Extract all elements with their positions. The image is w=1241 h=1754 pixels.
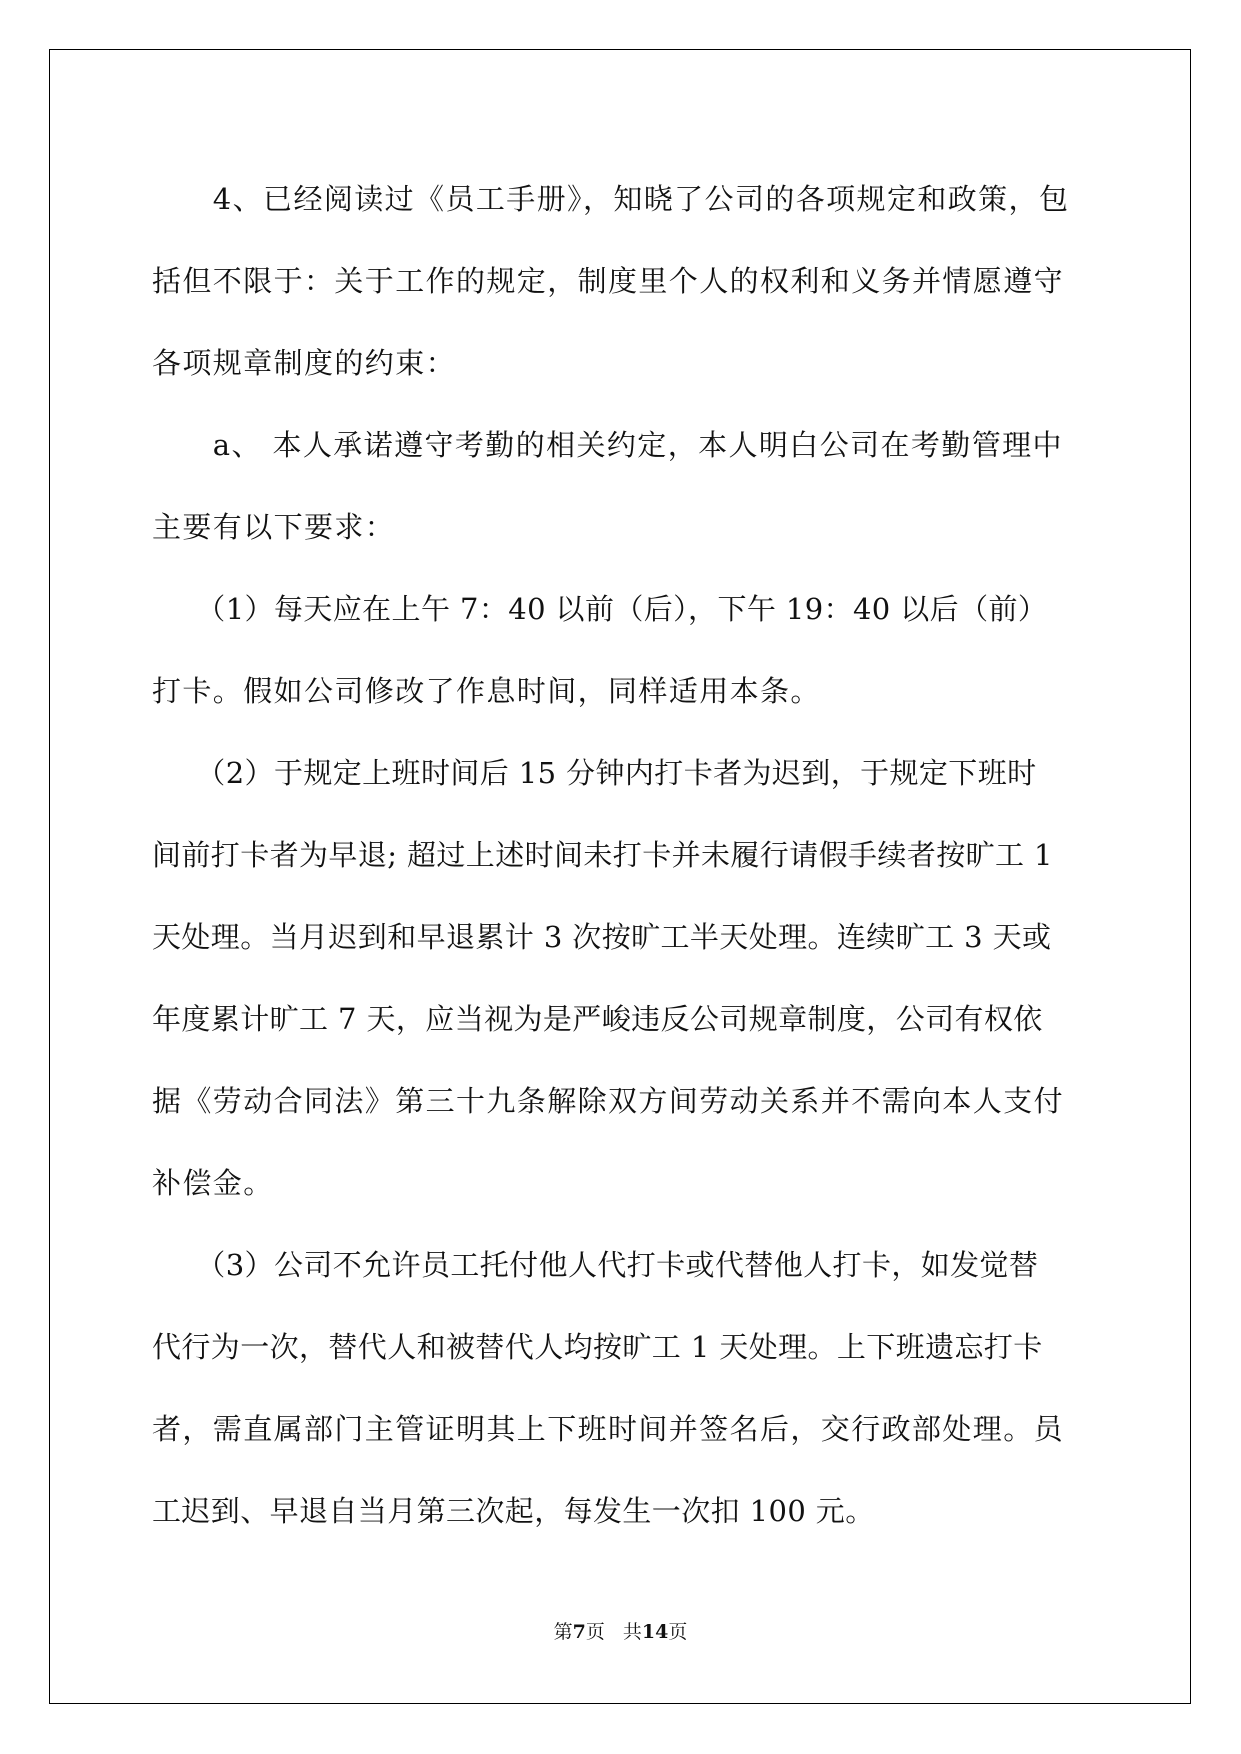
text-line: 代行为一次，替代人和被替代人均按旷工 1 天处理。上下班遗忘打卡 — [152, 1330, 1043, 1364]
text-line: 4、已经阅读过《员工手册》，知晓了公司的各项规定和政策，包 — [152, 182, 1070, 216]
text-line: 打卡。假如公司修改了作息时间，同样适用本条。 — [152, 674, 821, 708]
text-line: 年度累计旷工 7 天，应当视为是严峻违反公司规章制度，公司有权依 — [152, 1002, 1043, 1036]
footer-mid: 页 — [585, 1621, 605, 1643]
text-line: 据《劳动合同法》第三十九条解除双方间劳动关系并不需向本人支付 — [152, 1084, 1065, 1118]
footer-suffix: 页 — [668, 1621, 688, 1643]
page-footer — [0, 1617, 1241, 1644]
text-line: 天处理。当月迟到和早退累计 3 次按旷工半天处理。连续旷工 3 天或 — [152, 920, 1052, 954]
page-number: 7 — [572, 1621, 586, 1643]
text-line: （2）于规定上班时间后 15 分钟内打卡者为迟到，于规定下班时 — [152, 756, 1037, 790]
text-line: 括但不限于：关于工作的规定，制度里个人的权利和义务并情愿遵守 — [152, 264, 1065, 298]
text-line: （3）公司不允许员工托付他人代打卡或代替他人打卡，如发觉替 — [152, 1248, 1039, 1282]
text-line: 各项规章制度的约束： — [152, 346, 457, 380]
footer-prefix: 第 — [553, 1621, 573, 1643]
text-line: 工迟到、早退自当月第三次起，每发生一次扣 100 元。 — [152, 1494, 875, 1528]
text-line: 间前打卡者为早退; 超过上述时间未打卡并未履行请假手续者按旷工 1 — [152, 838, 1053, 872]
text-line: a、 本人承诺遵守考勤的相关约定，本人明白公司在考勤管理中 — [152, 428, 1063, 462]
text-line: （1）每天应在上午 7：40 以前（后），下午 19：40 以后（前） — [152, 592, 1048, 626]
text-line: 主要有以下要求： — [152, 510, 396, 544]
total-pages: 14 — [641, 1621, 669, 1643]
footer-total-prefix: 共 — [622, 1621, 642, 1643]
text-line: 者，需直属部门主管证明其上下班时间并签名后，交行政部处理。员 — [152, 1412, 1065, 1446]
document-body — [152, 158, 1097, 1552]
text-line: 补偿金。 — [152, 1166, 274, 1200]
